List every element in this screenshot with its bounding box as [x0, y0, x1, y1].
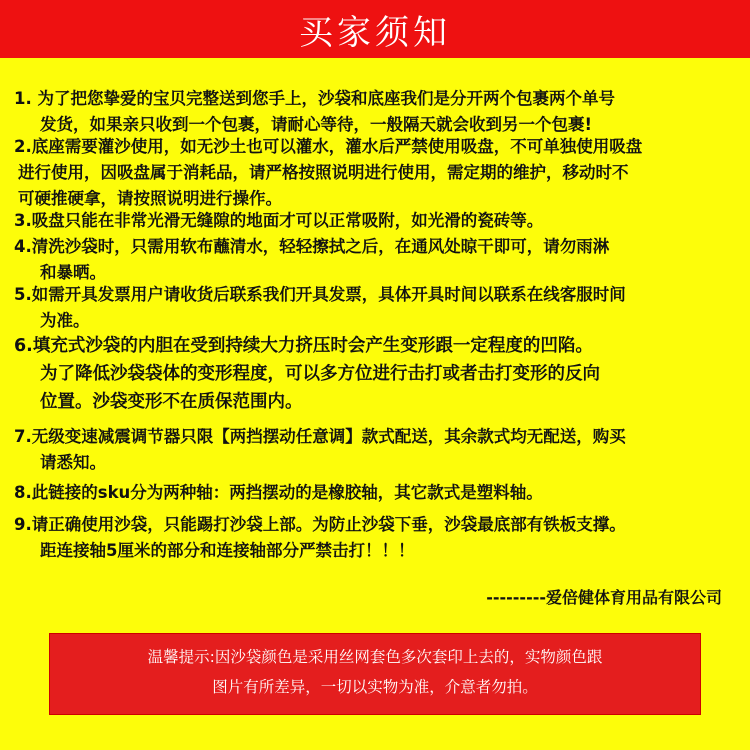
notice-line: 发货，如果亲只收到一个包裹，请耐心等待，一般隔天就会收到另一个包裹! — [40, 115, 593, 134]
notice-line: 和暴晒。 — [40, 263, 106, 282]
page-title: 买家须知 — [299, 12, 451, 53]
notice-item-7 — [14, 424, 742, 476]
notice-line: 距连接轴5厘米的部分和连接轴部分严禁击打！！！ — [40, 541, 415, 560]
notice-item-9 — [14, 512, 742, 564]
notice-item-3 — [14, 208, 742, 234]
notice-line: 8.此链接的sku分为两种轴：两挡摆动的是橡胶轴，其它款式是塑料轴。 — [14, 483, 543, 502]
header-banner — [0, 0, 750, 58]
notice-line: 为准。 — [40, 311, 90, 330]
notice-line: 位置。沙袋变形不在质保范围内。 — [40, 392, 303, 412]
notice-item-4 — [14, 234, 742, 286]
notice-item-1 — [14, 86, 742, 138]
notice-line: 5.如需开具发票用户请收货后联系我们开具发票，具体开具时间以联系在线客服时间 — [14, 285, 626, 304]
notice-item-6 — [14, 332, 742, 416]
notice-line: 9.请正确使用沙袋，只能踢打沙袋上部。为防止沙袋下垂，沙袋最底部有铁板支撑。 — [14, 515, 626, 534]
notice-line: 为了降低沙袋袋体的变形程度，可以多方位进行击打或者击打变形的反向 — [40, 364, 600, 384]
notice-line: 7.无级变速减震调节器只限【两挡摆动任意调】款式配送，其余款式均无配送，购买 — [14, 427, 626, 446]
company-signature: ---------爱倍健体育用品有限公司 — [486, 588, 722, 607]
notice-item-2 — [14, 134, 742, 212]
notice-line: 进行使用，因吸盘属于消耗品，请严格按照说明进行使用，需定期的维护，移动时不 — [18, 163, 629, 182]
warm-tip-box — [50, 634, 700, 714]
notice-line: 可硬推硬拿，请按照说明进行操作。 — [18, 189, 282, 208]
notice-line: 请悉知。 — [40, 453, 106, 472]
notice-line: 6.填充式沙袋的内胆在受到持续大力挤压时会产生变形跟一定程度的凹陷。 — [14, 336, 593, 356]
notice-item-8 — [14, 480, 742, 506]
warm-tip-line: 温馨提示:因沙袋颜色是采用丝网套色多次套印上去的，实物颜色跟 — [147, 648, 603, 666]
notice-item-5 — [14, 282, 742, 334]
notice-line: 4.清洗沙袋时，只需用软布蘸清水，轻轻擦拭之后，在通风处晾干即可，请勿雨淋 — [14, 237, 610, 256]
notice-line: 3.吸盘只能在非常光滑无缝隙的地面才可以正常吸附，如光滑的瓷砖等。 — [14, 211, 544, 230]
warm-tip-line: 图片有所差异，一切以实物为准，介意者勿拍。 — [212, 678, 538, 696]
notice-line: 2.底座需要灌沙使用，如无沙土也可以灌水，灌水后严禁使用吸盘，不可单独使用吸盘 — [14, 137, 643, 156]
notice-line: 1. 为了把您挚爱的宝贝完整送到您手上，沙袋和底座我们是分开两个包裹两个单号 — [14, 89, 615, 108]
